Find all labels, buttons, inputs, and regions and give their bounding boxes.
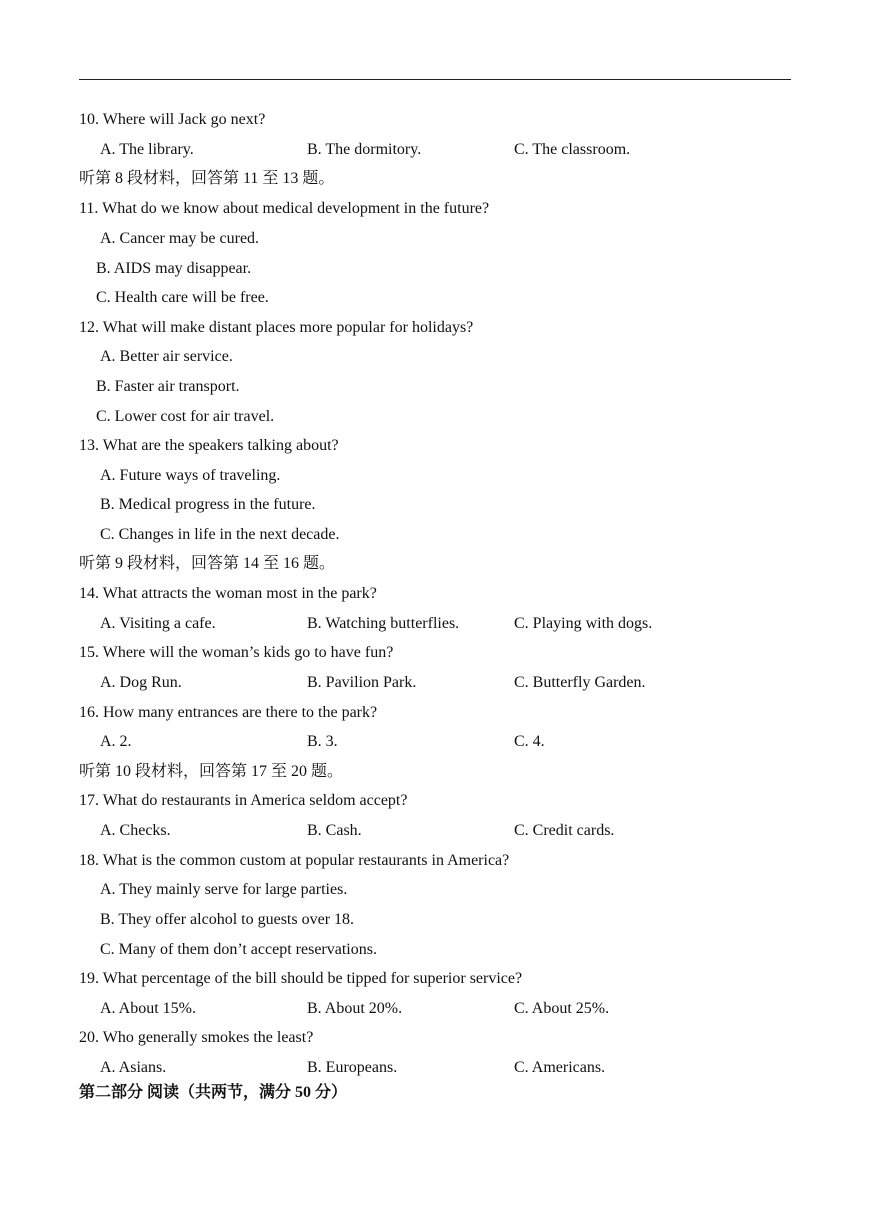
answer-option-line-text: A. Future ways of traveling.: [100, 467, 281, 484]
question-text-text: 14. What attracts the woman most in the park?: [79, 585, 377, 602]
question-text: [0, 790, 870, 812]
answer-option: A. Asians.: [100, 1059, 167, 1076]
part-heading-text: 第二部分 阅读（共两节，满分 50 分）: [79, 1084, 348, 1101]
answer-options-row: [0, 613, 870, 635]
answer-option: B. Watching butterflies.: [307, 615, 460, 632]
question-text-text: 16. How many entrances are there to the park?: [79, 704, 378, 721]
answer-option-line-text: B. AIDS may disappear.: [96, 260, 252, 277]
answer-option: A. Checks.: [100, 822, 171, 839]
answer-option: B. The dormitory.: [307, 141, 422, 158]
answer-option-line-text: A. Cancer may be cured.: [100, 230, 260, 247]
answer-option-line-text: A. They mainly serve for large parties.: [100, 881, 348, 898]
answer-option: A. About 15%.: [100, 1000, 196, 1017]
question-text: [0, 1027, 870, 1049]
answer-option-line-text: C. Health care will be free.: [96, 289, 269, 306]
answer-option: C. About 25%.: [514, 1000, 610, 1017]
answer-option: A. Visiting a cafe.: [100, 615, 216, 632]
answer-option: A. Dog Run.: [100, 674, 182, 691]
answer-option-line: [0, 524, 870, 546]
question-text: [0, 583, 870, 605]
question-text-text: 10. Where will Jack go next?: [79, 111, 266, 128]
section-instruction: [0, 168, 870, 190]
answer-option-line-text: B. They offer alcohol to guests over 18.: [100, 911, 355, 928]
question-text-text: 17. What do restaurants in America seldom accept?: [79, 792, 408, 809]
question-text: [0, 702, 870, 724]
answer-option-line: [0, 939, 870, 961]
answer-option-line: [0, 228, 870, 250]
question-text-text: 20. Who generally smokes the least?: [79, 1029, 314, 1046]
answer-option-line-text: C. Lower cost for air travel.: [96, 408, 275, 425]
section-instruction-text: 听第 10 段材料，回答第 17 至 20 题。: [79, 763, 344, 780]
answer-option: B. Cash.: [307, 822, 362, 839]
answer-option-line: [0, 376, 870, 398]
question-text: [0, 642, 870, 664]
answer-option-line: [0, 494, 870, 516]
answer-options-row: [0, 998, 870, 1020]
answer-options-row: [0, 731, 870, 753]
answer-option-line: [0, 465, 870, 487]
answer-option: C. Credit cards.: [514, 822, 615, 839]
answer-option-line-text: B. Faster air transport.: [96, 378, 240, 395]
answer-options-row: [0, 1057, 870, 1079]
answer-option-line-text: B. Medical progress in the future.: [100, 496, 316, 513]
part-heading: [0, 1082, 870, 1104]
answer-option-line-text: C. Changes in life in the next decade.: [100, 526, 340, 543]
answer-option: C. Butterfly Garden.: [514, 674, 646, 691]
answer-option-line-text: C. Many of them don’t accept reservations.: [100, 941, 377, 958]
answer-option-line: [0, 346, 870, 368]
answer-option: C. The classroom.: [514, 141, 631, 158]
question-text: [0, 317, 870, 339]
answer-option-line: [0, 406, 870, 428]
section-instruction-text: 听第 9 段材料，回答第 14 至 16 题。: [79, 555, 336, 572]
question-text-text: 13. What are the speakers talking about?: [79, 437, 339, 454]
question-text: [0, 850, 870, 872]
question-text: [0, 435, 870, 457]
answer-option: B. 3.: [307, 733, 338, 750]
section-instruction: [0, 553, 870, 575]
answer-option-line: [0, 909, 870, 931]
question-text: [0, 109, 870, 131]
header-rule: [79, 79, 791, 80]
answer-option-line: [0, 258, 870, 280]
answer-option-line: [0, 879, 870, 901]
question-text-text: 15. Where will the woman’s kids go to have fun?: [79, 644, 394, 661]
answer-option-line-text: A. Better air service.: [100, 348, 233, 365]
answer-option: B. Europeans.: [307, 1059, 398, 1076]
section-instruction-text: 听第 8 段材料，回答第 11 至 13 题。: [79, 170, 335, 187]
answer-option: A. 2.: [100, 733, 132, 750]
answer-options-row: [0, 139, 870, 161]
answer-option: C. Playing with dogs.: [514, 615, 653, 632]
question-text: [0, 968, 870, 990]
answer-option: A. The library.: [100, 141, 194, 158]
answer-option: C. Americans.: [514, 1059, 606, 1076]
question-text: [0, 198, 870, 220]
question-text-text: 19. What percentage of the bill should be tipped for superior service?: [79, 970, 523, 987]
section-instruction: [0, 761, 870, 783]
question-text-text: 12. What will make distant places more popular for holidays?: [79, 319, 474, 336]
answer-options-row: [0, 672, 870, 694]
answer-option-line: [0, 287, 870, 309]
question-text-text: 11. What do we know about medical development in the future?: [79, 200, 490, 217]
answer-option: B. About 20%.: [307, 1000, 403, 1017]
answer-option: B. Pavilion Park.: [307, 674, 417, 691]
answer-option: C. 4.: [514, 733, 545, 750]
question-text-text: 18. What is the common custom at popular restaurants in America?: [79, 852, 510, 869]
answer-options-row: [0, 820, 870, 842]
